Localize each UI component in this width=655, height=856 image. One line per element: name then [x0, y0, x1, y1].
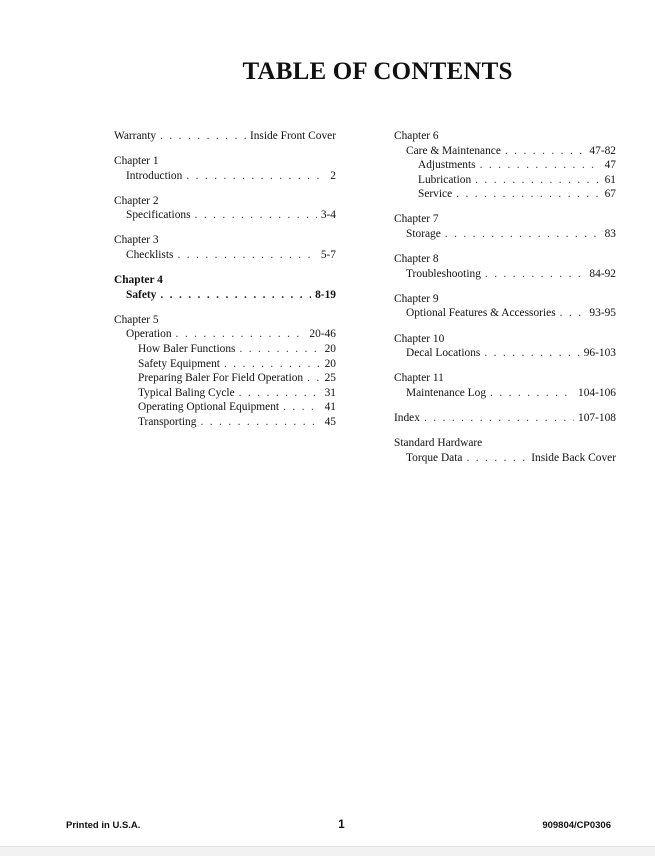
chapter-heading: Chapter 7 — [394, 213, 439, 226]
toc-right-column — [394, 129, 616, 476]
toc-entry-page: 41 — [324, 401, 336, 414]
dot-leader — [283, 400, 321, 415]
toc-entry[interactable] — [394, 173, 616, 188]
toc-section — [394, 292, 616, 321]
toc-entry-page: 96-103 — [583, 347, 616, 360]
toc-entry[interactable] — [114, 169, 336, 184]
toc-entry[interactable] — [394, 267, 616, 282]
toc-entry-label: Preparing Baler For Field Operation — [138, 372, 304, 385]
toc-section — [114, 194, 336, 223]
dot-leader — [480, 158, 601, 173]
dot-leader — [424, 411, 574, 426]
chapter-heading: Chapter 3 — [114, 234, 159, 247]
toc-entry[interactable] — [394, 386, 616, 401]
toc-entry[interactable] — [394, 227, 616, 242]
toc-entry-page: 93-95 — [589, 307, 616, 320]
chapter-heading: Chapter 6 — [394, 130, 439, 142]
footer-printed-in: Printed in U.S.A. — [66, 820, 141, 831]
toc-entry-label: Maintenance Log — [406, 386, 487, 399]
dot-leader — [195, 208, 317, 223]
toc-entry[interactable] — [394, 346, 616, 361]
chapter-heading: Standard Hardware — [394, 437, 483, 449]
toc-entry-page: 84-92 — [589, 267, 616, 280]
dot-leader — [200, 415, 320, 430]
toc-entry[interactable] — [394, 158, 616, 173]
toc-entry-label: Typical Baling Cycle — [138, 386, 235, 399]
toc-entry-label: Decal Locations — [406, 347, 481, 360]
dot-leader — [186, 169, 326, 184]
toc-entry-page: 61 — [604, 173, 616, 186]
toc-entry[interactable] — [114, 386, 336, 401]
toc-section — [394, 212, 616, 241]
dot-leader — [475, 173, 600, 188]
toc-entry-label: Service — [418, 188, 453, 201]
toc-section — [394, 332, 616, 361]
toc-entry[interactable] — [114, 129, 336, 144]
toc-entry[interactable] — [394, 411, 616, 426]
toc-entry[interactable] — [394, 187, 616, 202]
dot-leader — [177, 248, 316, 263]
toc-entry[interactable] — [114, 357, 336, 372]
toc-entry-label: Safety — [126, 288, 157, 301]
chapter-heading: Chapter 10 — [394, 332, 445, 345]
toc-entry[interactable] — [394, 306, 616, 321]
toc-left-column — [114, 129, 336, 440]
toc-entry[interactable] — [114, 415, 336, 430]
chapter-heading: Chapter 11 — [394, 372, 444, 385]
toc-entry-label: How Baler Functions — [138, 343, 236, 356]
chapter-heading: Chapter 8 — [394, 253, 439, 266]
toc-entry-page: 8-19 — [315, 288, 336, 301]
chapter-heading: Chapter 2 — [114, 194, 159, 207]
dot-leader — [307, 371, 320, 386]
toc-entry-page: 20 — [324, 343, 336, 356]
toc-entry[interactable] — [114, 208, 336, 223]
toc-section — [394, 411, 616, 426]
toc-section — [114, 273, 336, 302]
toc-entry[interactable] — [114, 371, 336, 386]
dot-leader — [160, 288, 311, 303]
toc-entry-label: Introduction — [126, 169, 183, 182]
toc-entry-label: Checklists — [126, 249, 174, 262]
toc-entry[interactable] — [114, 288, 336, 303]
toc-entry-page: 45 — [324, 416, 336, 428]
toc-entry-label: Index — [394, 411, 420, 424]
page-title: TABLE OF CONTENTS — [242, 58, 513, 85]
toc-entry[interactable] — [114, 327, 336, 342]
chapter-heading: Chapter 1 — [114, 155, 159, 168]
toc-entry[interactable] — [394, 451, 616, 466]
toc-entry-label: Storage — [406, 228, 441, 241]
toc-entry-label: Transporting — [138, 416, 197, 428]
toc-entry-label: Torque Data — [406, 451, 463, 464]
toc-entry[interactable] — [394, 144, 616, 159]
chapter-heading: Chapter 9 — [394, 292, 439, 305]
dot-leader — [484, 346, 579, 361]
footer-page-number: 1 — [338, 819, 345, 831]
toc-entry-label: Operating Optional Equipment — [138, 401, 280, 414]
toc-entry-page: 107-108 — [578, 411, 616, 424]
toc-entry-page: 47 — [604, 159, 616, 172]
dot-leader — [490, 386, 574, 401]
toc-entry-label: Adjustments — [418, 159, 476, 172]
toc-entry[interactable] — [114, 400, 336, 415]
footer-document-code: 909804/CP0306 — [542, 820, 611, 831]
dot-leader — [456, 187, 600, 202]
toc-section — [394, 129, 616, 202]
dot-leader — [160, 129, 246, 144]
toc-entry-page: 67 — [604, 188, 616, 201]
toc-entry-label: Safety Equipment — [138, 357, 220, 370]
toc-entry-label: Warranty — [114, 130, 157, 142]
toc-entry-page: 104-106 — [578, 386, 616, 399]
toc-entry[interactable] — [114, 342, 336, 357]
toc-entry-page: 83 — [604, 228, 616, 241]
toc-entry-page: 20-46 — [309, 328, 336, 341]
dot-leader — [239, 342, 320, 357]
toc-entry[interactable] — [114, 248, 336, 263]
dot-leader — [466, 451, 527, 466]
toc-section — [114, 233, 336, 262]
toc-section — [114, 129, 336, 144]
toc-entry-page: Inside Front Cover — [249, 130, 336, 142]
toc-entry-page: Inside Back Cover — [531, 451, 616, 464]
chapter-heading: Chapter 4 — [114, 274, 163, 287]
toc-entry-label: Care & Maintenance — [406, 144, 501, 157]
dot-leader — [176, 327, 306, 342]
toc-section — [394, 252, 616, 281]
dot-leader — [445, 227, 601, 242]
toc-entry-page: 20 — [324, 357, 336, 370]
toc-section — [114, 154, 336, 183]
toc-entry-label: Troubleshooting — [406, 267, 481, 280]
toc-entry-label: Operation — [126, 328, 172, 341]
chapter-heading: Chapter 5 — [114, 313, 159, 326]
toc-section — [394, 371, 616, 400]
toc-entry-page: 31 — [324, 386, 336, 399]
dot-leader — [239, 386, 321, 401]
toc-entry-page: 5-7 — [320, 249, 336, 262]
toc-section — [394, 436, 616, 465]
toc-entry-label: Lubrication — [418, 173, 472, 186]
toc-section — [114, 313, 336, 430]
toc-entry-page: 47-82 — [589, 144, 616, 157]
toc-entry-page: 2 — [330, 169, 336, 182]
toc-entry-page: 3-4 — [320, 209, 336, 222]
toc-entry-label: Specifications — [126, 209, 191, 222]
toc-entry-page: 25 — [324, 372, 336, 385]
dot-leader — [224, 357, 321, 372]
dot-leader — [560, 306, 586, 321]
toc-entry-label: Optional Features & Accessories — [406, 307, 556, 320]
dot-leader — [485, 267, 586, 282]
dot-leader — [505, 144, 586, 159]
